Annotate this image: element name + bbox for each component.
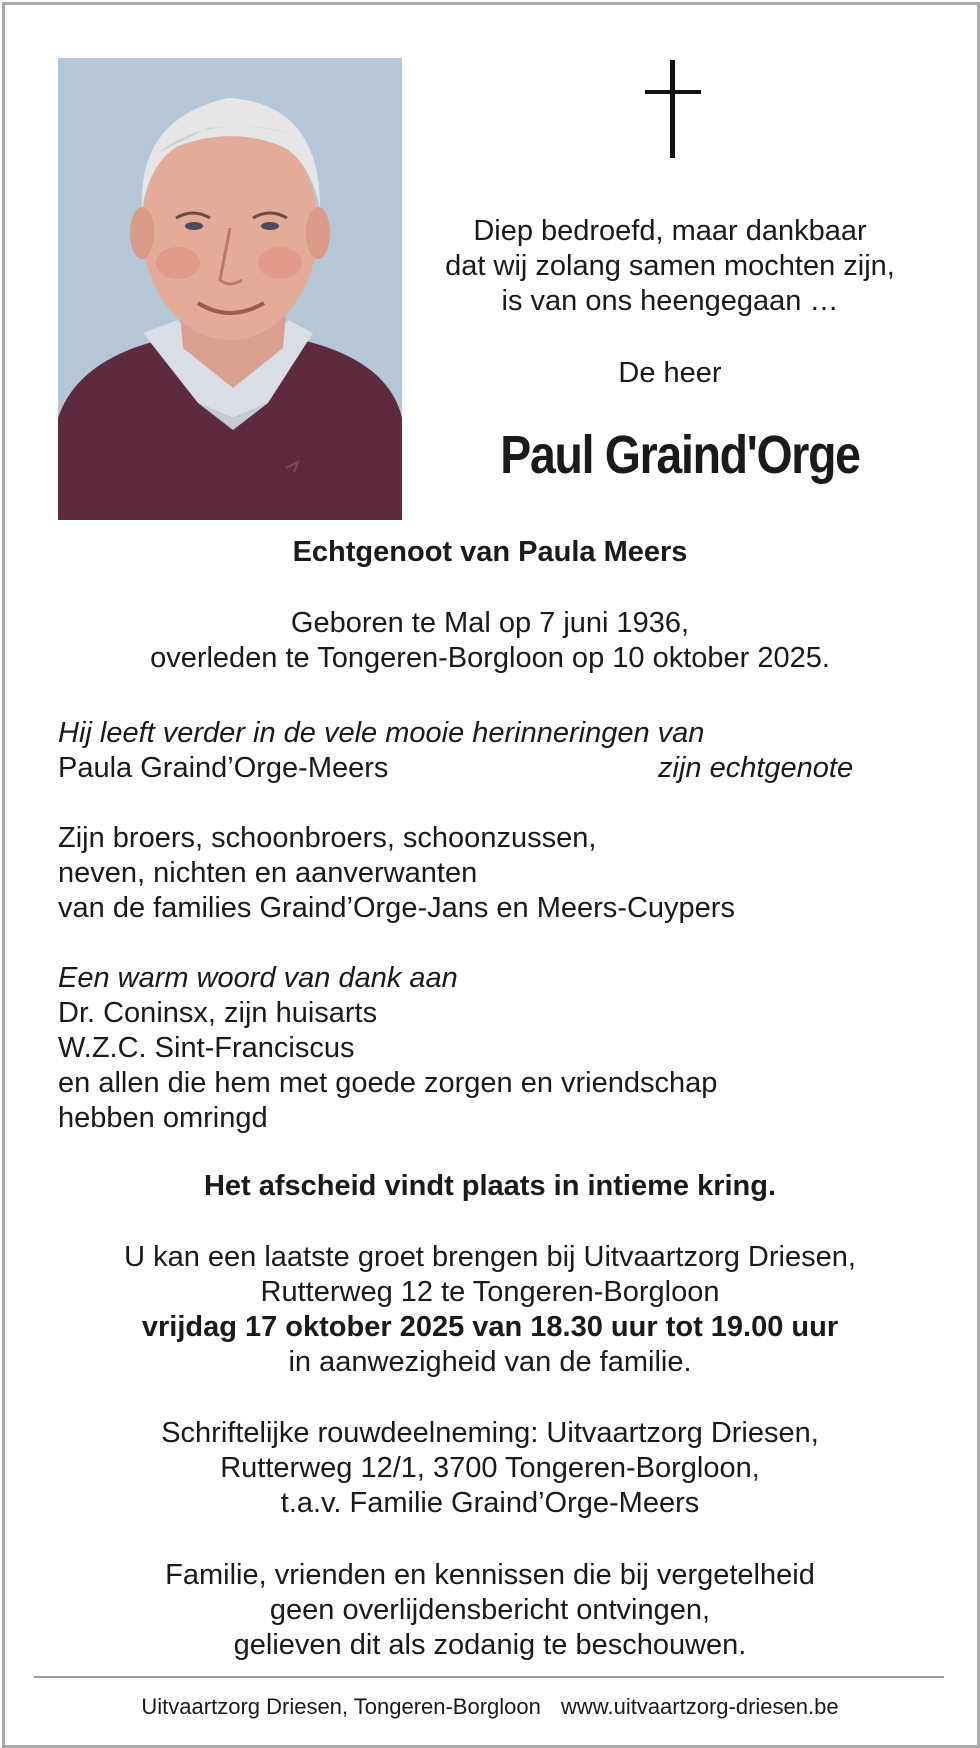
title-prefix: De heer <box>618 357 722 389</box>
condolence-section <box>40 1416 940 1521</box>
family-section <box>58 821 938 926</box>
footer-divider <box>34 1676 944 1678</box>
family-line: Zijn broers, schoonbroers, schoonzussen, <box>58 822 597 854</box>
visit-line: in aanwezigheid van de familie. <box>288 1346 692 1378</box>
thanks-line: W.Z.C. Sint-Franciscus <box>58 1032 355 1064</box>
farewell-note: Het afscheid vindt plaats in intieme kring. <box>203 1170 777 1202</box>
footer-company: Uitvaartzorg Driesen, Tongeren-Borgloon <box>141 1694 541 1719</box>
intro-text <box>420 214 920 319</box>
condolence-line: Schriftelijke rouwdeelneming: Uitvaartzorg Driesen, <box>161 1417 819 1449</box>
notice-section <box>40 1558 940 1663</box>
memories-relation: zijn echtgenote <box>658 752 854 784</box>
deceased-name: Paul Graind'Orge <box>500 425 860 485</box>
visit-line: Rutterweg 12 te Tongeren-Borgloon <box>260 1276 720 1308</box>
family-line: van de families Graind’Orge-Jans en Meers-Cuypers <box>58 892 735 924</box>
memories-heading: Hij leeft verder in de vele mooie herinneringen van <box>58 717 705 749</box>
notice-line: gelieven dit als zodanig te beschouwen. <box>233 1629 747 1661</box>
footer <box>40 1694 940 1720</box>
footer-website-link[interactable]: www.uitvaartzorg-driesen.be <box>561 1694 839 1719</box>
condolence-line: Rutterweg 12/1, 3700 Tongeren-Borgloon, <box>220 1452 760 1484</box>
intro-line: is van ons heengegaan … <box>501 285 839 317</box>
portrait-photo <box>58 58 402 520</box>
family-line: neven, nichten en aanverwanten <box>58 857 478 889</box>
notice-line: Familie, vrienden en kennissen die bij vergetelheid <box>165 1559 815 1591</box>
visit-datetime: vrijdag 17 oktober 2025 van 18.30 uur tot 19.00 uur <box>141 1311 839 1343</box>
thanks-section <box>58 961 938 1136</box>
notice-line: geen overlijdensbericht ontvingen, <box>269 1594 711 1626</box>
intro-line: dat wij zolang samen mochten zijn, <box>445 250 895 282</box>
birth-death <box>40 606 940 676</box>
thanks-heading: Een warm woord van dank aan <box>58 962 458 994</box>
visit-section <box>40 1240 940 1380</box>
cross-icon <box>645 60 701 160</box>
birth-line: Geboren te Mal op 7 juni 1936, <box>290 607 690 639</box>
thanks-line: Dr. Coninsx, zijn huisarts <box>58 997 378 1029</box>
condolence-line: t.a.v. Familie Graind’Orge-Meers <box>280 1487 700 1519</box>
thanks-line: hebben omringd <box>58 1102 268 1134</box>
spouse-line: Echtgenoot van Paula Meers <box>292 536 688 568</box>
memories-row <box>58 751 938 786</box>
thanks-line: en allen die hem met goede zorgen en vriendschap <box>58 1067 718 1099</box>
intro-line: Diep bedroefd, maar dankbaar <box>473 215 867 247</box>
visit-line: U kan een laatste groet brengen bij Uitvaartzorg Driesen, <box>124 1241 856 1273</box>
death-line: overleden te Tongeren-Borgloon op 10 oktober 2025. <box>150 642 830 674</box>
memories-person: Paula Graind’Orge-Meers <box>58 752 389 784</box>
memories-section <box>58 716 938 786</box>
